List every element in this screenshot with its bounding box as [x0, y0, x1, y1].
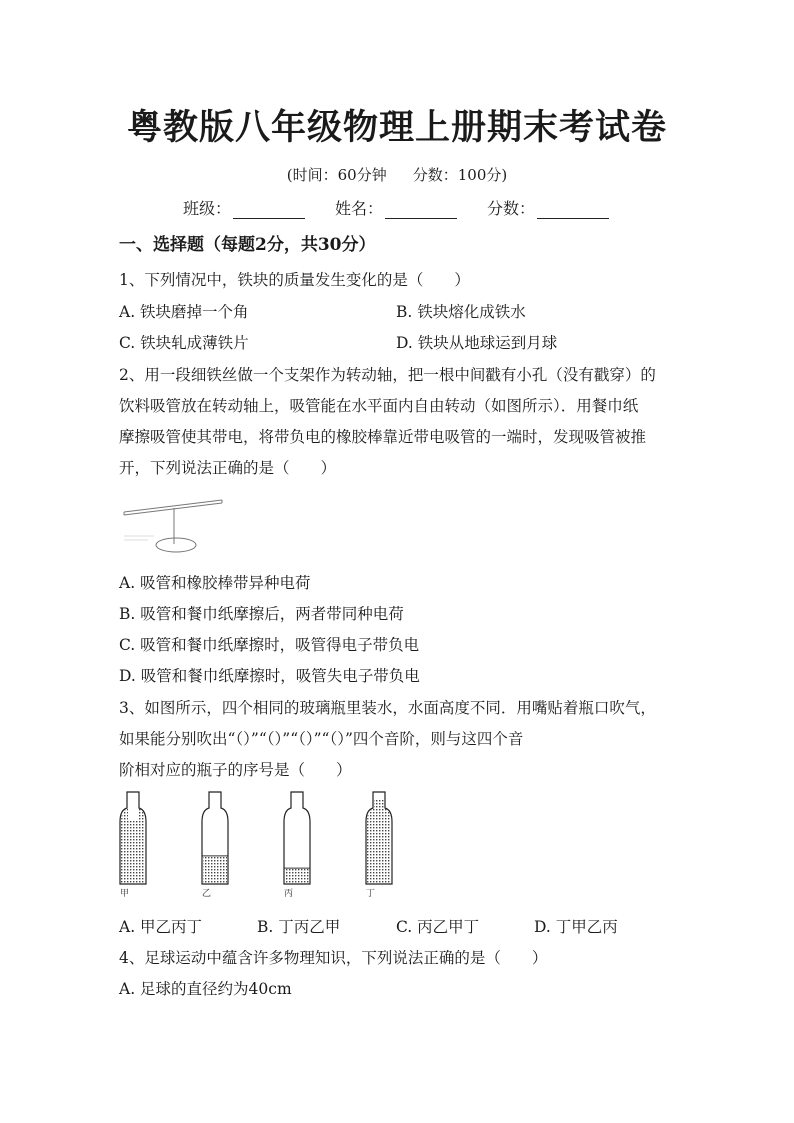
bottle-water [121, 808, 145, 883]
straw-pivot-figure [118, 492, 230, 558]
bottle [284, 792, 310, 899]
q4-option-a: A. 足球的直径约为40cm [119, 980, 292, 998]
score-field [487, 196, 609, 219]
q3-option-b: B. 丁丙乙甲 [257, 918, 341, 936]
q2-stem-line: 饮料吸管放在转动轴上，吸管能在水平面内自由转动（如图所示）．用餐巾纸 [119, 397, 639, 415]
bottle-label: 乙 [202, 889, 212, 899]
name-label: 姓名： [335, 199, 384, 218]
page-title: 粤教版八年级物理上册期末考试卷 [126, 107, 667, 148]
q1-option-d: D. 铁块从地球运到月球 [396, 334, 558, 352]
exam-subtitle [0, 164, 794, 185]
bottle-water [203, 856, 227, 883]
bottle [202, 792, 228, 899]
q2-stem-line: 2、用一段细铁丝做一个支架作为转动轴，把一根中间戳有小孔（没有戳穿）的 [119, 366, 656, 384]
q2-option-b: B. 吸管和餐巾纸摩擦后，两者带同种电荷 [119, 605, 404, 623]
q1-option-b: B. 铁块熔化成铁水 [396, 303, 526, 321]
q2-stem-line: 开，下列说法正确的是（ ） [119, 459, 337, 477]
class-blank[interactable] [233, 200, 305, 219]
name-blank[interactable] [385, 200, 457, 219]
q3-stem-line: 阶相对应的瓶子的序号是（ ） [119, 761, 352, 779]
score-blank[interactable] [537, 200, 609, 219]
bottle [366, 792, 392, 899]
bottle-label: 丙 [284, 889, 294, 899]
q3-stem-line: 如果能分别吹出“（）”“（）”“（）”“（）”四个音阶，则与这四个音 [119, 730, 524, 748]
q1-option-c: C. 铁块轧成薄铁片 [119, 334, 249, 352]
q4-stem: 4、足球运动中蕴含许多物理知识，下列说法正确的是（ ） [119, 949, 548, 967]
straw-shape [124, 500, 222, 515]
bottle-water [367, 799, 391, 883]
time-limit: (时间：60分钟 [286, 166, 387, 184]
q2-option-c: C. 吸管和餐巾纸摩擦时，吸管得电子带负电 [119, 636, 420, 654]
class-field [183, 196, 305, 219]
bottles-figure [112, 788, 412, 900]
q3-option-d: D. 丁甲乙丙 [534, 918, 618, 936]
q2-stem-line: 摩擦吸管使其带电，将带负电的橡胶棒靠近带电吸管的一端时，发现吸管被推 [119, 428, 647, 446]
student-info-row [183, 196, 609, 219]
q3-option-c: C. 丙乙甲丁 [396, 918, 480, 936]
q1-stem: 1、下列情况中，铁块的质量发生变化的是（ ） [119, 271, 470, 289]
bottle-water [285, 868, 309, 883]
section-heading: 一、选择题（每题2分，共30分） [119, 235, 376, 255]
bottle [120, 792, 146, 899]
bottle-label: 丁 [366, 889, 376, 899]
q1-option-a: A. 铁块磨掉一个角 [119, 303, 249, 321]
class-label: 班级： [183, 199, 232, 218]
q3-stem-line: 3、如图所示，四个相同的玻璃瓶里装水，水面高度不同．用嘴贴着瓶口吹气， [119, 699, 656, 717]
q3-option-a: A. 甲乙丙丁 [119, 918, 203, 936]
q2-option-a: A. 吸管和橡胶棒带异种电荷 [119, 574, 311, 592]
name-field [335, 196, 457, 219]
pivot-base [156, 538, 196, 552]
q2-option-d: D. 吸管和餐巾纸摩擦时，吸管失电子带负电 [119, 667, 420, 685]
bottle-label: 甲 [120, 889, 130, 899]
total-score: 分数：100分) [412, 166, 508, 184]
score-label: 分数： [487, 199, 536, 218]
